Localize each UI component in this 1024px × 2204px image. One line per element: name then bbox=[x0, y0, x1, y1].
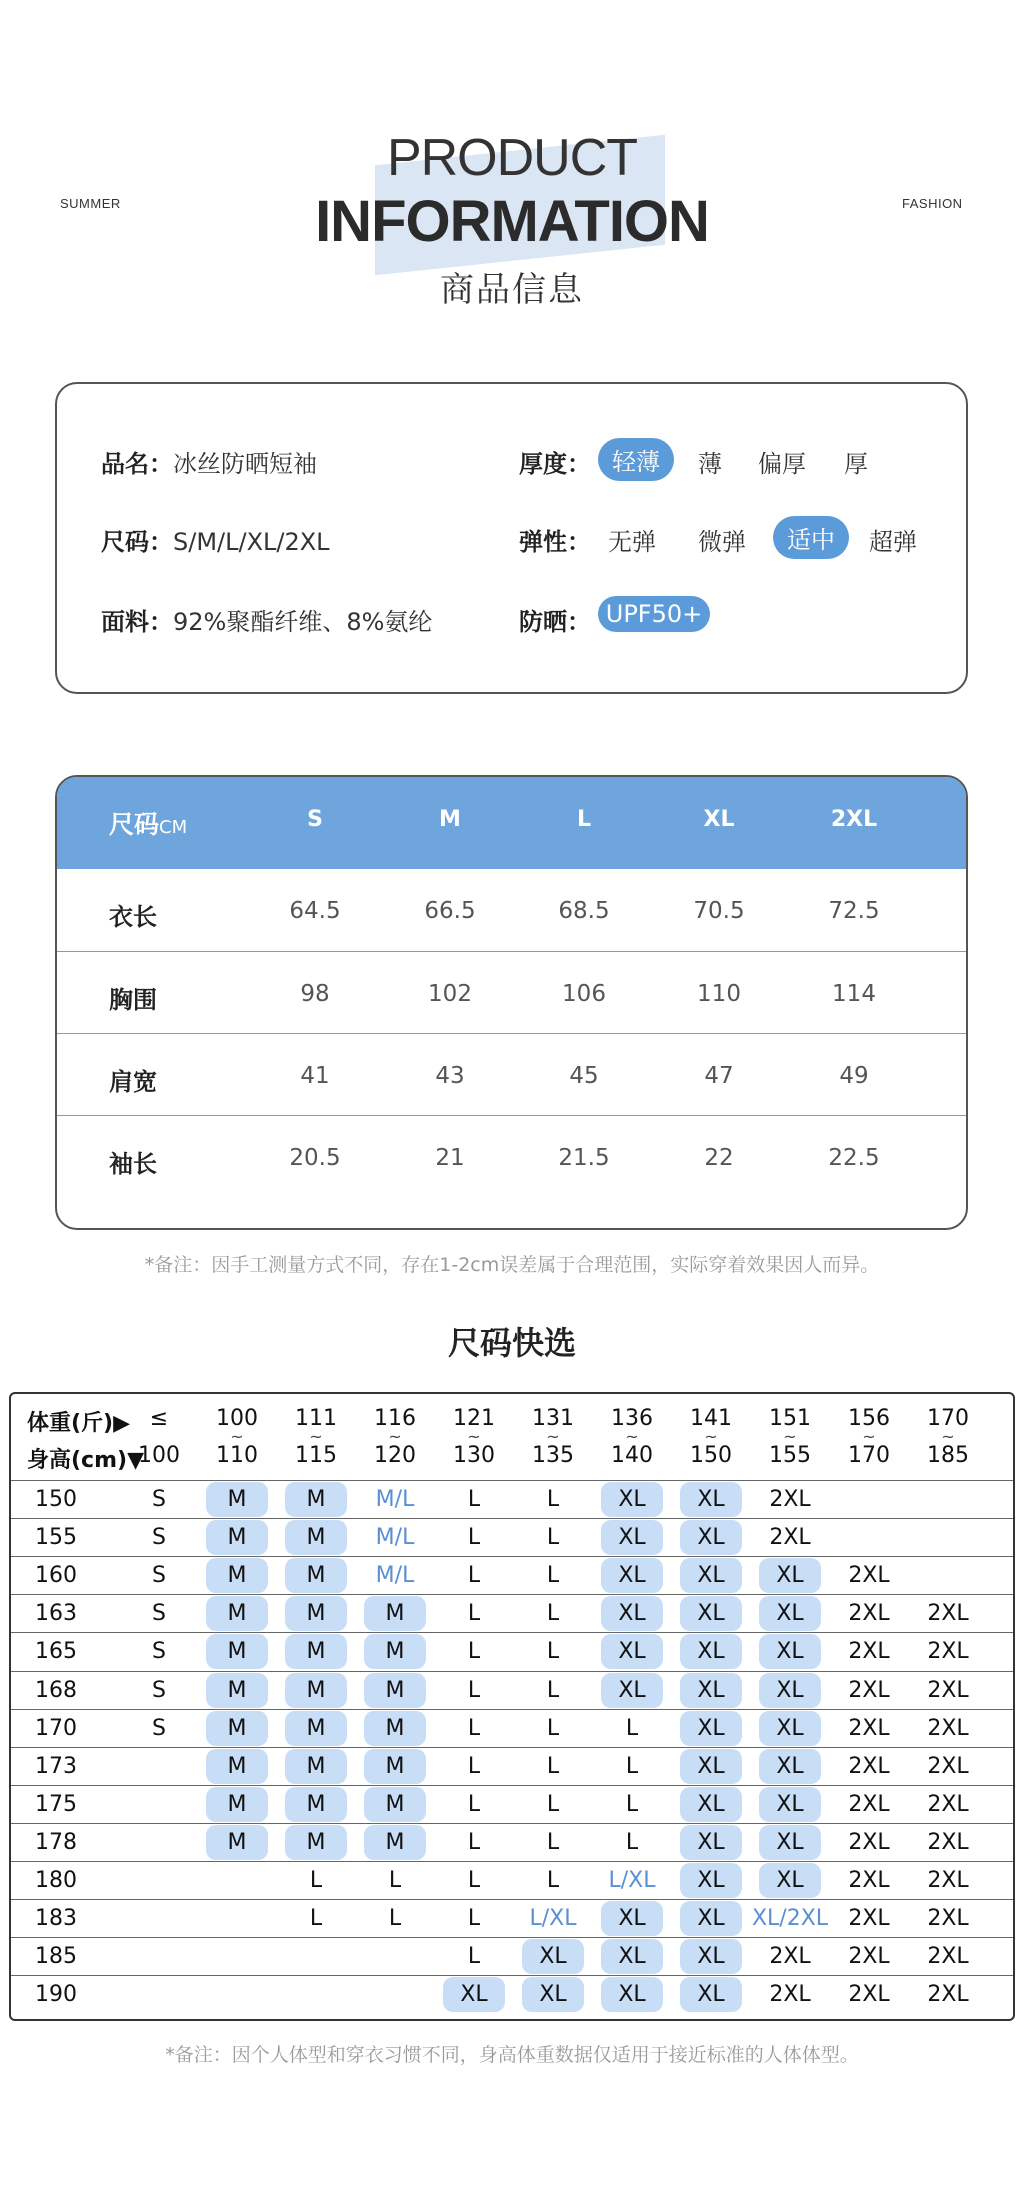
size-recommendation-cell: S bbox=[152, 1487, 166, 1512]
measure-value: 106 bbox=[562, 981, 606, 1007]
size-recommendation-cell: M bbox=[227, 1563, 247, 1589]
size-recommendation-cell: L bbox=[625, 1791, 639, 1817]
size-recommendation-cell: 2XL bbox=[848, 1563, 890, 1589]
weight-range-to: 150 bbox=[690, 1443, 732, 1468]
thickness-option-selected: 轻薄 bbox=[598, 438, 674, 481]
height-row-label: 180 bbox=[35, 1868, 77, 1893]
height-row-label: 175 bbox=[35, 1791, 77, 1817]
size-recommendation-cell: L bbox=[625, 1715, 639, 1741]
size-recommendation-cell: 2XL bbox=[848, 1906, 890, 1932]
weight-range-from: ≤ bbox=[149, 1406, 169, 1431]
measurement-note: *备注：因手工测量方式不同，存在1-2cm误差属于合理范围，实际穿着效果因人而异。 bbox=[144, 1254, 880, 1276]
grid-row-divider bbox=[11, 1594, 1013, 1595]
size-recommendation-cell: M bbox=[306, 1525, 326, 1551]
size-recommendation-cell: S bbox=[152, 1563, 166, 1589]
grid-row-divider bbox=[11, 1556, 1013, 1557]
thickness-option: 厚 bbox=[844, 450, 868, 478]
size-recommendation-cell: M bbox=[227, 1715, 247, 1741]
product-name-value: 冰丝防晒短袖 bbox=[173, 450, 317, 478]
size-recommendation-cell: 2XL bbox=[927, 1677, 969, 1703]
size-recommendation-cell: XL bbox=[697, 1944, 725, 1970]
size-recommendation-cell: M bbox=[306, 1753, 326, 1779]
size-recommendation-cell: 2XL bbox=[848, 1639, 890, 1665]
grid-row-divider bbox=[11, 1975, 1013, 1976]
elastic-option-selected: 适中 bbox=[773, 516, 849, 559]
weight-range-separator: ~ bbox=[625, 1427, 639, 1446]
weight-range-to: 170 bbox=[848, 1443, 890, 1468]
size-recommendation-cell: XL bbox=[697, 1563, 725, 1589]
size-recommendation-cell: XL bbox=[618, 1639, 646, 1665]
size-recommendation-cell: L bbox=[546, 1868, 560, 1893]
size-recommendation-cell: XL bbox=[697, 1677, 725, 1703]
size-recommendation-cell: 2XL bbox=[927, 1982, 969, 2008]
weight-range-separator: ~ bbox=[546, 1427, 560, 1446]
measure-label: 袖长 bbox=[109, 1150, 157, 1178]
weight-range-to: 140 bbox=[611, 1443, 653, 1468]
size-recommendation-cell: L bbox=[546, 1677, 560, 1703]
measure-value: 21 bbox=[435, 1145, 465, 1171]
size-recommendation-cell: L bbox=[388, 1906, 402, 1932]
size-recommendation-cell: 2XL bbox=[848, 1944, 890, 1970]
weight-range-separator: ~ bbox=[230, 1427, 244, 1446]
grid-row-divider bbox=[11, 1861, 1013, 1862]
size-recommendation-cell: XL bbox=[776, 1868, 804, 1893]
measure-value: 49 bbox=[839, 1063, 869, 1089]
size-recommendation-cell: XL bbox=[697, 1525, 725, 1551]
size-recommendation-cell: L bbox=[467, 1753, 481, 1779]
size-recommendation-cell: S bbox=[152, 1525, 166, 1551]
size-recommendation-cell: L bbox=[467, 1791, 481, 1817]
size-quick-select-grid bbox=[9, 1392, 1015, 2021]
size-recommendation-cell: 2XL bbox=[927, 1715, 969, 1741]
size-recommendation-cell: XL bbox=[776, 1639, 804, 1665]
size-recommendation-cell: M bbox=[306, 1715, 326, 1741]
height-row-label: 178 bbox=[35, 1829, 77, 1855]
size-recommendation-cell: XL bbox=[697, 1601, 725, 1627]
product-fabric-row bbox=[101, 602, 432, 637]
body-type-note: *备注：因个人体型和穿衣习惯不同，身高体重数据仅适用于接近标准的人体体型。 bbox=[165, 2044, 859, 2066]
size-recommendation-cell: XL bbox=[697, 1639, 725, 1665]
grid-row-divider bbox=[11, 1518, 1013, 1519]
height-row-label: 150 bbox=[35, 1487, 77, 1512]
size-recommendation-cell: L bbox=[546, 1791, 560, 1817]
elastic-label: 弹性： bbox=[519, 528, 591, 556]
height-row-label: 185 bbox=[35, 1944, 77, 1970]
size-recommendation-cell: XL bbox=[539, 1982, 567, 2008]
weight-range-to: 185 bbox=[927, 1443, 969, 1468]
grid-row-divider bbox=[11, 1937, 1013, 1938]
size-recommendation-cell: M/L bbox=[375, 1525, 415, 1551]
size-recommendation-cell: 2XL bbox=[769, 1487, 811, 1512]
measure-value: 22 bbox=[704, 1145, 734, 1171]
size-recommendation-cell: S bbox=[152, 1677, 166, 1703]
weight-range-from: 121 bbox=[453, 1406, 495, 1431]
weight-range-separator: ~ bbox=[309, 1427, 323, 1446]
thickness-option: 偏厚 bbox=[758, 450, 806, 478]
weight-range-separator: ~ bbox=[467, 1427, 481, 1446]
measure-value: 98 bbox=[300, 981, 330, 1007]
sun-label: 防晒： bbox=[519, 608, 591, 636]
product-name-label: 品名： bbox=[101, 450, 173, 478]
size-recommendation-cell: 2XL bbox=[848, 1868, 890, 1893]
size-recommendation-cell: L bbox=[546, 1487, 560, 1512]
size-recommendation-cell: M bbox=[227, 1525, 247, 1551]
size-recommendation-cell: M bbox=[227, 1677, 247, 1703]
weight-range-from: 141 bbox=[690, 1406, 732, 1431]
size-recommendation-cell: S bbox=[152, 1715, 166, 1741]
size-recommendation-cell: M bbox=[385, 1715, 405, 1741]
product-size-value: S/M/L/XL/2XL bbox=[173, 528, 330, 556]
weight-range-from: 100 bbox=[216, 1406, 258, 1431]
height-row-label: 155 bbox=[35, 1525, 77, 1551]
size-recommendation-cell: L bbox=[546, 1525, 560, 1551]
size-recommendation-cell: M bbox=[306, 1791, 326, 1817]
size-recommendation-cell: L bbox=[546, 1829, 560, 1855]
size-recommendation-cell: 2XL bbox=[927, 1601, 969, 1627]
size-recommendation-cell: L bbox=[467, 1525, 481, 1551]
height-row-label: 190 bbox=[35, 1982, 77, 2008]
size-recommendation-cell: L bbox=[467, 1487, 481, 1512]
size-recommendation-cell: XL bbox=[618, 1487, 646, 1512]
size-recommendation-cell: XL bbox=[697, 1791, 725, 1817]
height-row-label: 168 bbox=[35, 1677, 77, 1703]
size-recommendation-cell: L bbox=[467, 1563, 481, 1589]
size-recommendation-cell: M bbox=[227, 1601, 247, 1627]
weight-range-from: 156 bbox=[848, 1406, 890, 1431]
weight-range-separator: ~ bbox=[862, 1427, 876, 1446]
size-recommendation-cell: M bbox=[306, 1563, 326, 1589]
elastic-option: 超弹 bbox=[869, 528, 917, 556]
sun-protection-badge: UPF50+ bbox=[598, 596, 710, 632]
measure-label: 肩宽 bbox=[109, 1068, 157, 1096]
size-recommendation-cell: L bbox=[467, 1906, 481, 1932]
size-recommendation-cell: XL bbox=[697, 1715, 725, 1741]
size-recommendation-cell: L bbox=[546, 1601, 560, 1627]
measure-value: 20.5 bbox=[289, 1145, 341, 1171]
weight-range-separator: ~ bbox=[783, 1427, 797, 1446]
measure-value: 43 bbox=[435, 1063, 465, 1089]
size-recommendation-cell: XL bbox=[776, 1677, 804, 1703]
size-recommendation-cell: M bbox=[385, 1677, 405, 1703]
measure-value: 47 bbox=[704, 1063, 734, 1089]
measure-value: 66.5 bbox=[424, 898, 476, 924]
measure-label: 胸围 bbox=[109, 986, 157, 1014]
size-recommendation-cell: 2XL bbox=[927, 1753, 969, 1779]
product-size-label: 尺码： bbox=[101, 528, 173, 556]
size-recommendation-cell: 2XL bbox=[848, 1601, 890, 1627]
size-recommendation-cell: L bbox=[467, 1677, 481, 1703]
measure-value: 102 bbox=[428, 981, 472, 1007]
weight-range-to: 130 bbox=[453, 1443, 495, 1468]
size-recommendation-cell: XL bbox=[776, 1715, 804, 1741]
size-recommendation-cell: L bbox=[467, 1829, 481, 1855]
weight-range-from: 151 bbox=[769, 1406, 811, 1431]
height-row-label: 163 bbox=[35, 1601, 77, 1627]
size-recommendation-cell: M bbox=[385, 1829, 405, 1855]
size-recommendation-cell: 2XL bbox=[927, 1639, 969, 1665]
size-col-header: XL bbox=[703, 807, 735, 832]
size-recommendation-cell: L bbox=[309, 1906, 323, 1932]
weight-range-to: 115 bbox=[295, 1443, 337, 1468]
size-recommendation-cell: L bbox=[546, 1715, 560, 1741]
size-recommendation-cell: L bbox=[625, 1753, 639, 1779]
grid-row-divider bbox=[11, 1823, 1013, 1824]
size-recommendation-cell: XL bbox=[618, 1906, 646, 1932]
size-recommendation-cell: M/L bbox=[375, 1563, 415, 1589]
measure-value: 64.5 bbox=[289, 898, 341, 924]
size-recommendation-cell: XL bbox=[776, 1601, 804, 1627]
measure-value: 45 bbox=[569, 1063, 599, 1089]
product-info-card bbox=[55, 382, 968, 694]
size-recommendation-cell: XL bbox=[460, 1982, 488, 2008]
size-recommendation-cell: M bbox=[227, 1753, 247, 1779]
size-recommendation-cell: L bbox=[467, 1639, 481, 1665]
size-recommendation-cell: XL bbox=[776, 1753, 804, 1779]
size-recommendation-cell: XL bbox=[776, 1791, 804, 1817]
weight-range-from: 111 bbox=[295, 1406, 337, 1431]
size-recommendation-cell: XL bbox=[618, 1601, 646, 1627]
size-recommendation-cell: M bbox=[385, 1601, 405, 1627]
size-col-header: M bbox=[439, 807, 461, 832]
size-table-row bbox=[57, 869, 966, 951]
size-recommendation-cell: XL bbox=[697, 1829, 725, 1855]
size-recommendation-cell: XL bbox=[618, 1982, 646, 2008]
weight-range-to: 110 bbox=[216, 1443, 258, 1468]
weight-range-to: 120 bbox=[374, 1443, 416, 1468]
size-recommendation-cell: XL bbox=[618, 1563, 646, 1589]
size-recommendation-cell: 2XL bbox=[848, 1677, 890, 1703]
grid-row-divider bbox=[11, 1709, 1013, 1710]
size-recommendation-cell: XL bbox=[697, 1906, 725, 1932]
weight-range-from: 136 bbox=[611, 1406, 653, 1431]
weight-range-to: 100 bbox=[138, 1443, 180, 1468]
grid-row-divider bbox=[11, 1632, 1013, 1633]
weight-range-separator: ~ bbox=[704, 1427, 718, 1446]
page-subtitle: 商品信息 bbox=[440, 270, 584, 310]
height-row-label: 170 bbox=[35, 1715, 77, 1741]
height-row-label: 165 bbox=[35, 1639, 77, 1665]
weight-range-from: 131 bbox=[532, 1406, 574, 1431]
measure-value: 70.5 bbox=[693, 898, 745, 924]
size-recommendation-cell: 2XL bbox=[848, 1791, 890, 1817]
size-recommendation-cell: L bbox=[467, 1868, 481, 1893]
size-recommendation-cell: XL bbox=[618, 1677, 646, 1703]
size-recommendation-cell: 2XL bbox=[927, 1906, 969, 1932]
size-recommendation-cell: 2XL bbox=[848, 1982, 890, 2008]
size-recommendation-cell: 2XL bbox=[769, 1982, 811, 2008]
weight-range-from: 170 bbox=[927, 1406, 969, 1431]
grid-row-divider bbox=[11, 1747, 1013, 1748]
height-row-label: 160 bbox=[35, 1563, 77, 1589]
fashion-tag: FASHION bbox=[902, 196, 963, 211]
size-recommendation-cell: M bbox=[227, 1487, 247, 1512]
thickness-option: 薄 bbox=[698, 450, 722, 478]
size-recommendation-cell: L bbox=[546, 1639, 560, 1665]
size-recommendation-cell: XL bbox=[776, 1829, 804, 1855]
size-recommendation-cell: M bbox=[306, 1677, 326, 1703]
size-recommendation-cell: L bbox=[546, 1563, 560, 1589]
size-recommendation-cell: L/XL bbox=[608, 1868, 656, 1893]
size-recommendation-cell: 2XL bbox=[927, 1791, 969, 1817]
product-size-row bbox=[101, 522, 330, 557]
elastic-option: 微弹 bbox=[698, 528, 746, 556]
weight-range-to: 135 bbox=[532, 1443, 574, 1468]
size-col-header: S bbox=[307, 807, 323, 832]
measure-value: 21.5 bbox=[558, 1145, 610, 1171]
size-recommendation-cell: L bbox=[467, 1715, 481, 1741]
size-recommendation-cell: 2XL bbox=[927, 1829, 969, 1855]
size-recommendation-cell: XL bbox=[697, 1487, 725, 1512]
weight-range-separator: ~ bbox=[941, 1427, 955, 1446]
weight-axis-label: 体重(斤)▶ bbox=[27, 1411, 131, 1436]
weight-range-separator: ~ bbox=[388, 1427, 402, 1446]
size-recommendation-cell: S bbox=[152, 1601, 166, 1627]
measure-value: 114 bbox=[832, 981, 876, 1007]
weight-range-from: 116 bbox=[374, 1406, 416, 1431]
product-fabric-label: 面料： bbox=[101, 608, 173, 636]
height-axis-label: 身高(cm)▼ bbox=[27, 1448, 144, 1473]
size-recommendation-cell: XL bbox=[697, 1868, 725, 1893]
size-recommendation-cell: M bbox=[306, 1829, 326, 1855]
size-recommendation-cell: S bbox=[152, 1639, 166, 1665]
grid-row-divider bbox=[11, 1671, 1013, 1672]
size-recommendation-cell: L bbox=[546, 1753, 560, 1779]
size-recommendation-cell: XL bbox=[618, 1525, 646, 1551]
size-recommendation-cell: M bbox=[306, 1639, 326, 1665]
product-name-row bbox=[101, 444, 317, 479]
size-recommendation-cell: 2XL bbox=[848, 1715, 890, 1741]
size-corner-label: 尺码CM bbox=[109, 810, 188, 839]
size-recommendation-cell: M bbox=[227, 1639, 247, 1665]
size-recommendation-cell: L bbox=[625, 1829, 639, 1855]
title-product: PRODUCT bbox=[386, 129, 638, 187]
size-col-header: L bbox=[576, 807, 592, 832]
elastic-option: 无弹 bbox=[608, 528, 656, 556]
height-row-label: 183 bbox=[35, 1906, 77, 1932]
size-table-header bbox=[57, 777, 966, 869]
size-recommendation-cell: M bbox=[385, 1639, 405, 1665]
size-recommendation-cell: L/XL bbox=[529, 1906, 577, 1932]
size-recommendation-cell: M/L bbox=[375, 1487, 415, 1512]
measure-value: 22.5 bbox=[828, 1145, 880, 1171]
size-recommendation-cell: XL bbox=[539, 1944, 567, 1970]
summer-tag: SUMMER bbox=[60, 196, 121, 211]
size-recommendation-cell: L bbox=[467, 1944, 481, 1970]
size-recommendation-cell: M bbox=[227, 1791, 247, 1817]
measure-value: 68.5 bbox=[558, 898, 610, 924]
product-fabric-value: 92%聚酯纤维、8%氨纶 bbox=[173, 608, 433, 636]
size-recommendation-cell: 2XL bbox=[848, 1829, 890, 1855]
size-recommendation-cell: L bbox=[309, 1868, 323, 1893]
grid-row-divider bbox=[11, 1480, 1013, 1481]
size-recommendation-cell: XL bbox=[776, 1563, 804, 1589]
size-recommendation-cell: M bbox=[306, 1487, 326, 1512]
grid-row-divider bbox=[11, 1785, 1013, 1786]
title-information: INFORMATION bbox=[315, 189, 709, 254]
quick-select-title: 尺码快选 bbox=[447, 1324, 576, 1362]
measure-value: 110 bbox=[697, 981, 741, 1007]
size-recommendation-cell: XL bbox=[697, 1753, 725, 1779]
grid-row-divider bbox=[11, 1899, 1013, 1900]
weight-range-to: 155 bbox=[769, 1443, 811, 1468]
height-row-label: 173 bbox=[35, 1753, 77, 1779]
size-recommendation-cell: XL bbox=[697, 1982, 725, 2008]
size-recommendation-cell: M bbox=[385, 1791, 405, 1817]
measure-label: 衣长 bbox=[109, 903, 157, 931]
size-table-row bbox=[57, 951, 966, 1034]
size-recommendation-cell: XL/2XL bbox=[751, 1906, 829, 1932]
measure-value: 72.5 bbox=[828, 898, 880, 924]
thickness-label: 厚度： bbox=[519, 450, 591, 478]
size-recommendation-cell: M bbox=[385, 1753, 405, 1779]
size-recommendation-cell: 2XL bbox=[769, 1944, 811, 1970]
size-col-header: 2XL bbox=[830, 807, 878, 832]
size-recommendation-cell: M bbox=[306, 1601, 326, 1627]
size-recommendation-cell: 2XL bbox=[927, 1868, 969, 1893]
size-table bbox=[55, 775, 968, 1230]
size-recommendation-cell: 2XL bbox=[848, 1753, 890, 1779]
size-recommendation-cell: L bbox=[467, 1601, 481, 1627]
size-table-row bbox=[57, 1033, 966, 1116]
size-table-row bbox=[57, 1115, 966, 1198]
size-recommendation-cell: L bbox=[388, 1868, 402, 1893]
size-recommendation-cell: M bbox=[227, 1829, 247, 1855]
size-recommendation-cell: XL bbox=[618, 1944, 646, 1970]
size-recommendation-cell: 2XL bbox=[927, 1944, 969, 1970]
size-recommendation-cell: 2XL bbox=[769, 1525, 811, 1551]
measure-value: 41 bbox=[300, 1063, 330, 1089]
